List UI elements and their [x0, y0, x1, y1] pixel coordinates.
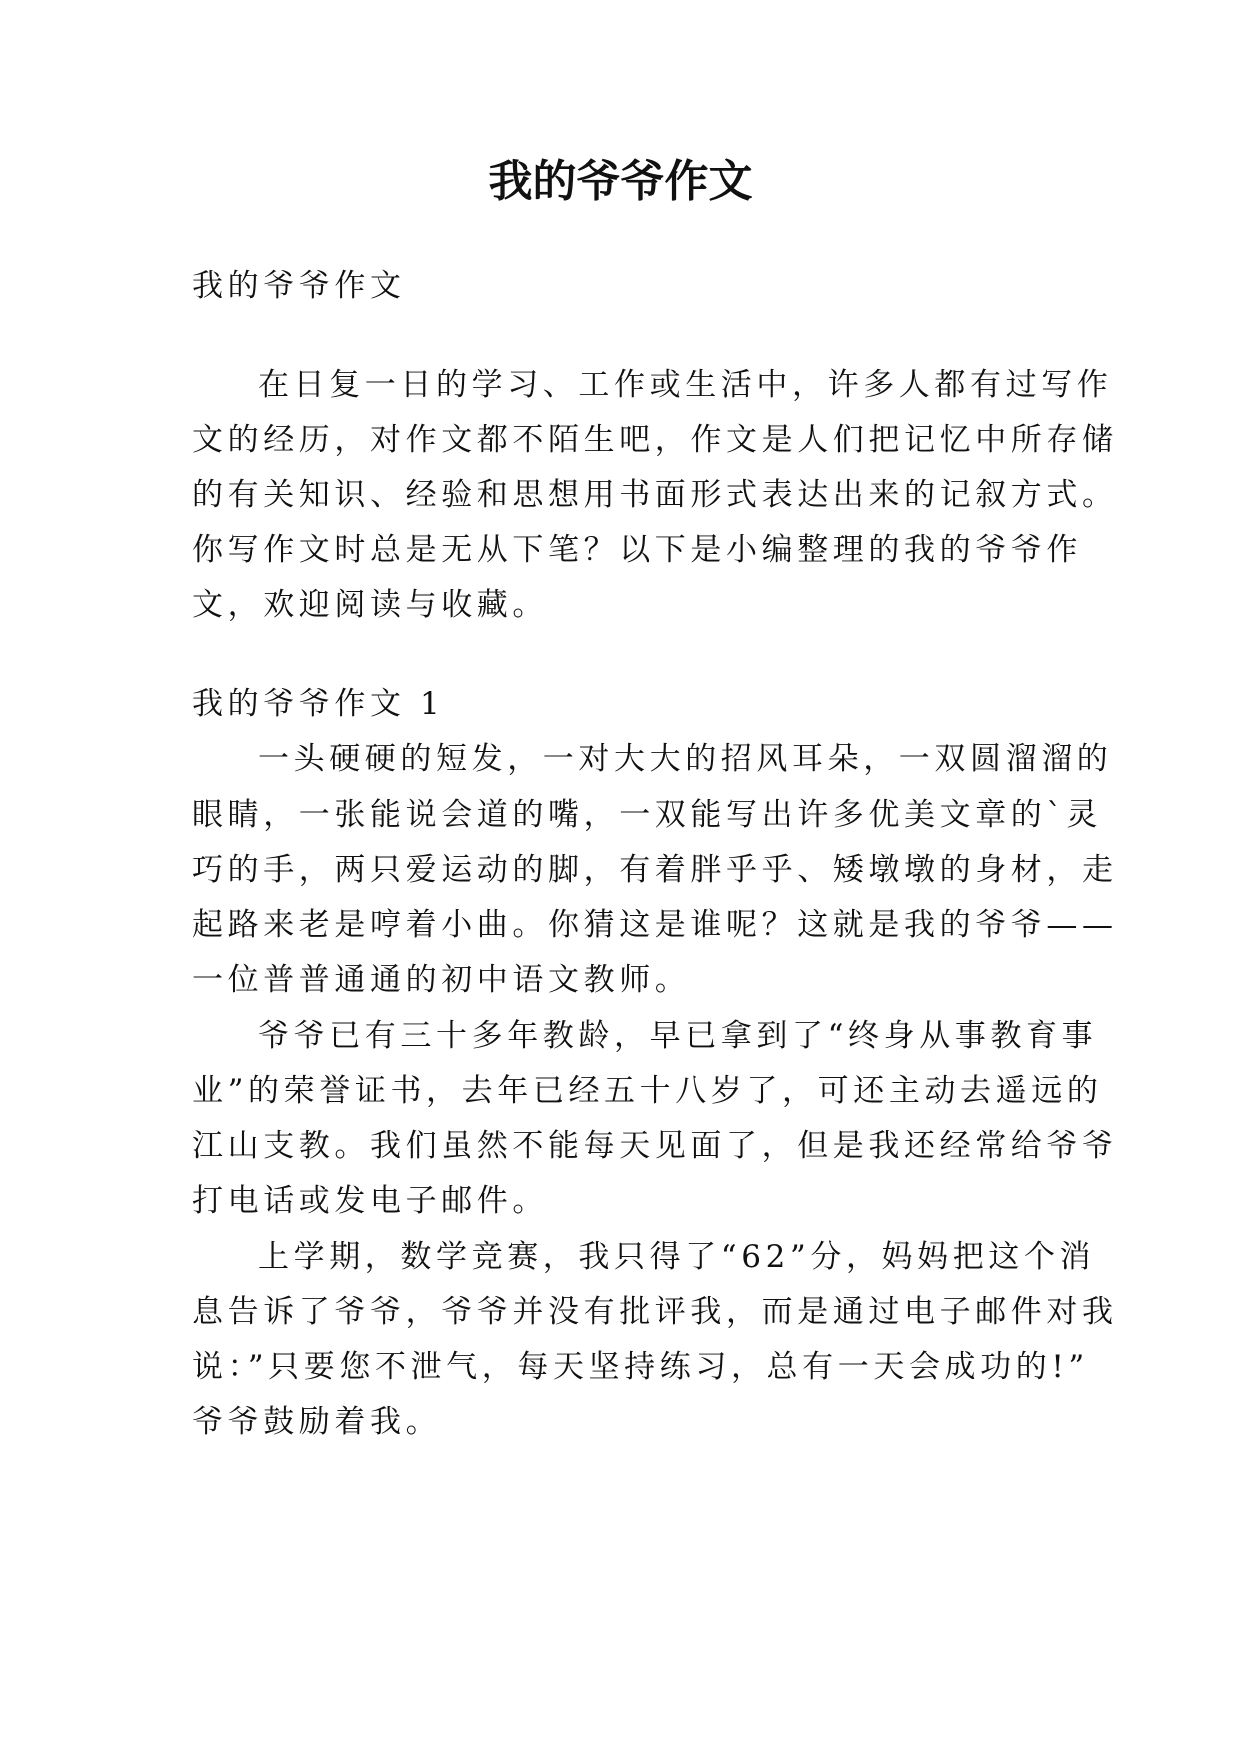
- section-heading: 我的爷爷作文 1: [192, 686, 445, 722]
- paragraph1-line-2: 眼睛，一张能说会道的嘴，一双能写出许多优美文章的`灵: [192, 797, 1103, 833]
- paragraph3-line-2: 息告诉了爷爷，爷爷并没有批评我，而是通过电子邮件对我: [192, 1294, 1118, 1330]
- intro-line-3: 的有关知识、经验和思想用书面形式表达出来的记叙方式。: [192, 477, 1118, 513]
- paragraph3-line-3: 说：”只要您不泄气，每天坚持练习，总有一天会成功的!”: [192, 1349, 1089, 1385]
- intro-line-4: 你写作文时总是无从下笔？以下是小编整理的我的爷爷作: [192, 532, 1082, 568]
- intro-line-1: 在日复一日的学习、工作或生活中，许多人都有过写作: [258, 367, 1113, 403]
- paragraph1-line-1: 一头硬硬的短发，一对大大的招风耳朵，一双圆溜溜的: [258, 741, 1113, 777]
- intro-line-5: 文，欢迎阅读与收藏。: [192, 587, 548, 623]
- paragraph1-line-3: 巧的手，两只爱运动的脚，有着胖乎乎、矮墩墩的身材，走: [192, 852, 1118, 888]
- paragraph2-line-1: 爷爷已有三十多年教龄，早已拿到了“终身从事教育事: [258, 1018, 1098, 1054]
- paragraph1-line-5: 一位普普通通的初中语文教师。: [192, 962, 691, 998]
- paragraph1-line-4: 起路来老是哼着小曲。你猜这是谁呢？这就是我的爷爷——: [192, 907, 1118, 943]
- paragraph2-line-4: 打电话或发电子邮件。: [192, 1183, 548, 1219]
- paragraph3-line-1: 上学期，数学竞赛，我只得了“62”分，妈妈把这个消: [258, 1239, 1096, 1275]
- paragraph2-line-2: 业”的荣誉证书，去年已经五十八岁了，可还主动去遥远的: [192, 1073, 1103, 1109]
- document-title: 我的爷爷作文: [488, 156, 753, 207]
- document-subtitle: 我的爷爷作文: [192, 268, 406, 304]
- paragraph2-line-3: 江山支教。我们虽然不能每天见面了，但是我还经常给爷爷: [192, 1128, 1118, 1164]
- intro-line-2: 文的经历，对作文都不陌生吧，作文是人们把记忆中所存储: [192, 422, 1118, 458]
- paragraph3-line-4: 爷爷鼓励着我。: [192, 1404, 442, 1440]
